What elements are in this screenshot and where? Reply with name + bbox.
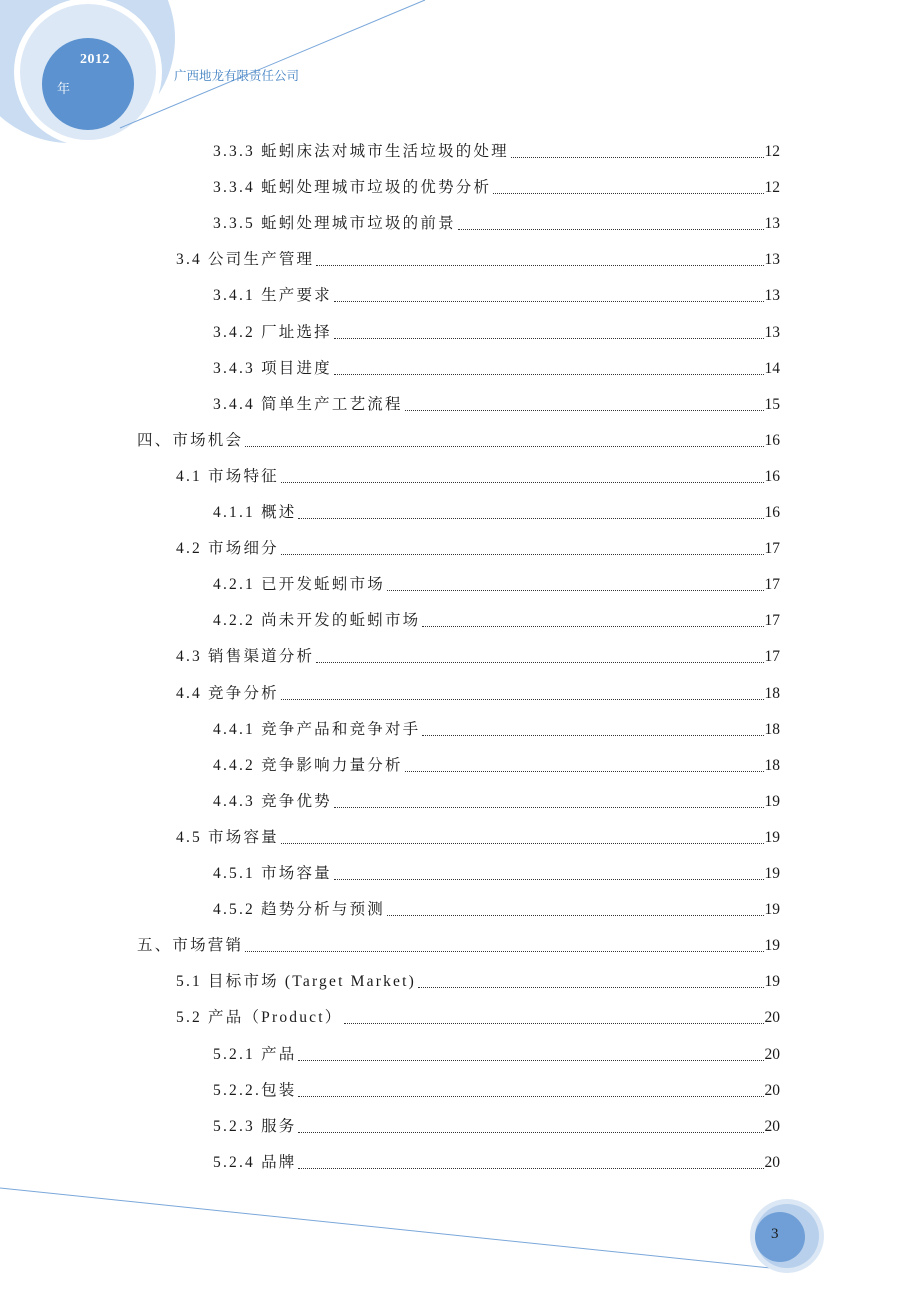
toc-entry-page: 19 — [764, 828, 780, 846]
toc-entry-page: 20 — [764, 1009, 780, 1027]
toc-entry[interactable] — [213, 378, 780, 414]
toc-entry-title: 3.4.4 简单生产工艺流程 — [213, 395, 403, 413]
toc-dot-leader — [298, 504, 763, 522]
toc-dot-leader — [298, 1118, 763, 1136]
toc-entry-title: 4.3 销售渠道分析 — [176, 648, 315, 666]
toc-entry-title: 5.1 目标市场 (Target Market) — [176, 973, 416, 991]
toc-entry-title: 5.2.1 产品 — [213, 1045, 297, 1063]
toc-dot-leader — [511, 143, 764, 161]
toc-dot-leader — [493, 179, 763, 197]
toc-entry-title: 3.4.1 生产要求 — [213, 287, 332, 305]
toc-entry-page: 13 — [764, 215, 780, 233]
toc-entry[interactable] — [176, 811, 780, 847]
toc-dot-leader — [334, 793, 764, 811]
toc-entry-page: 18 — [764, 756, 780, 774]
toc-dot-leader — [418, 973, 764, 991]
toc-entry[interactable] — [213, 1136, 780, 1172]
toc-entry[interactable] — [213, 1028, 780, 1064]
toc-entry[interactable] — [213, 847, 780, 883]
toc-entry-title: 5.2.3 服务 — [213, 1117, 297, 1135]
toc-entry[interactable] — [213, 486, 780, 522]
toc-entry-page: 17 — [764, 576, 780, 594]
toc-entry[interactable] — [176, 667, 780, 703]
toc-entry-page: 19 — [764, 973, 780, 991]
toc-entry[interactable] — [176, 450, 780, 486]
toc-entry[interactable] — [176, 991, 780, 1027]
toc-entry-page: 19 — [764, 901, 780, 919]
toc-entry-page: 16 — [764, 467, 780, 485]
toc-entry-title: 4.4.1 竞争产品和竞争对手 — [213, 720, 421, 738]
toc-entry[interactable] — [137, 414, 780, 450]
toc-entry-page: 16 — [764, 431, 780, 449]
toc-entry[interactable] — [213, 306, 780, 342]
toc-entry-title: 4.2 市场细分 — [176, 540, 279, 558]
toc-entry-title: 五、市场营销 — [137, 937, 244, 955]
toc-entry-title: 3.4.3 项目进度 — [213, 359, 332, 377]
toc-dot-leader — [334, 865, 764, 883]
toc-entry-page: 18 — [764, 720, 780, 738]
toc-dot-leader — [245, 432, 763, 450]
toc-entry-page: 20 — [764, 1045, 780, 1063]
toc-entry-page: 12 — [764, 179, 780, 197]
toc-entry[interactable] — [176, 233, 780, 269]
toc-dot-leader — [298, 1046, 763, 1064]
toc-dot-leader — [334, 287, 764, 305]
toc-entry[interactable] — [213, 775, 780, 811]
toc-dot-leader — [281, 468, 764, 486]
toc-entry-page: 16 — [764, 504, 780, 521]
header-year: 2012 — [80, 52, 110, 67]
toc-entry-page: 19 — [764, 792, 780, 810]
toc-entry-page: 20 — [764, 1081, 780, 1099]
toc-dot-leader — [281, 540, 764, 558]
toc-entry-title: 5.2.2.包装 — [213, 1081, 297, 1099]
toc-dot-leader — [298, 1082, 763, 1100]
toc-entry-page: 15 — [764, 395, 780, 413]
toc-dot-leader — [405, 396, 764, 414]
toc-dot-leader — [387, 901, 764, 919]
toc-entry-title: 3.3.5 蚯蚓处理城市垃圾的前景 — [213, 215, 456, 233]
toc-entry-title: 4.4.3 竞争优势 — [213, 792, 332, 810]
toc-dot-leader — [458, 215, 764, 233]
toc-dot-leader — [281, 685, 764, 703]
toc-entry-page: 18 — [764, 684, 780, 702]
toc-dot-leader — [245, 937, 763, 955]
toc-entry-title: 4.2.1 已开发蚯蚓市场 — [213, 576, 385, 594]
toc-entry-page: 13 — [764, 287, 780, 305]
toc-entry-page: 17 — [764, 612, 780, 630]
toc-entry-page: 13 — [764, 251, 780, 269]
toc-dot-leader — [316, 251, 763, 269]
toc-entry-title: 4.5.1 市场容量 — [213, 865, 332, 882]
toc-dot-leader — [334, 324, 764, 342]
toc-entry[interactable] — [176, 630, 780, 666]
toc-entry-title: 4.4.2 竞争影响力量分析 — [213, 756, 403, 774]
toc-entry[interactable] — [213, 197, 780, 233]
toc-dot-leader — [422, 721, 763, 739]
toc-entry-title: 4.2.2 尚未开发的蚯蚓市场 — [213, 612, 421, 630]
toc-entry-title: 四、市场机会 — [137, 431, 244, 449]
toc-dot-leader — [334, 360, 764, 378]
toc-dot-leader — [422, 612, 763, 630]
toc-dot-leader — [344, 1009, 763, 1027]
header-company-name: 广西地龙有限责任公司 — [174, 68, 300, 83]
toc-entry[interactable] — [213, 594, 780, 630]
toc-entry[interactable] — [213, 125, 780, 161]
toc-entry[interactable] — [213, 883, 780, 919]
toc-dot-leader — [387, 576, 764, 594]
toc-entry-page: 13 — [764, 323, 780, 341]
toc-entry-page: 20 — [764, 1153, 780, 1171]
toc-entry[interactable] — [213, 161, 780, 197]
toc-entry-title: 3.4.2 厂址选择 — [213, 323, 332, 341]
toc-entry-page: 19 — [764, 865, 780, 882]
toc-entry-title: 4.1.1 概述 — [213, 504, 297, 521]
page-number: 3 — [771, 1226, 779, 1242]
toc-entry-page: 17 — [764, 540, 780, 558]
toc-entry-page: 17 — [764, 648, 780, 666]
toc-entry[interactable] — [176, 955, 780, 991]
toc-entry[interactable] — [213, 269, 780, 305]
toc-entry-page: 12 — [764, 143, 780, 160]
toc-entry[interactable] — [213, 1100, 780, 1136]
toc-entry[interactable] — [213, 739, 780, 775]
toc-entry[interactable] — [213, 558, 780, 594]
toc-entry-title: 4.5.2 趋势分析与预测 — [213, 901, 385, 919]
toc-entry-title: 3.3.4 蚯蚓处理城市垃圾的优势分析 — [213, 179, 492, 197]
toc-entry-page: 19 — [764, 937, 780, 955]
toc-entry-title: 4.4 竞争分析 — [176, 684, 279, 702]
toc-entry[interactable] — [213, 1064, 780, 1100]
toc-entry[interactable] — [176, 522, 780, 558]
toc-entry-title: 4.5 市场容量 — [176, 828, 279, 846]
toc-entry-title: 5.2 产品（Product） — [176, 1009, 343, 1027]
toc-entry-page: 20 — [764, 1117, 780, 1135]
header-year-suffix: 年 — [57, 82, 71, 97]
toc-dot-leader — [405, 757, 764, 775]
toc-entry[interactable] — [213, 703, 780, 739]
toc-entry-title: 3.4 公司生产管理 — [176, 251, 315, 269]
toc-entry-page: 14 — [764, 359, 780, 377]
toc-entry[interactable] — [137, 919, 780, 955]
toc-dot-leader — [298, 1154, 763, 1172]
toc-entry-title: 3.3.3 蚯蚓床法对城市生活垃圾的处理 — [213, 143, 509, 160]
toc-entry-title: 4.1 市场特征 — [176, 467, 279, 485]
toc-dot-leader — [281, 829, 764, 847]
toc-entry-title: 5.2.4 品牌 — [213, 1153, 297, 1171]
toc-entry[interactable] — [213, 342, 780, 378]
toc-dot-leader — [316, 648, 763, 666]
